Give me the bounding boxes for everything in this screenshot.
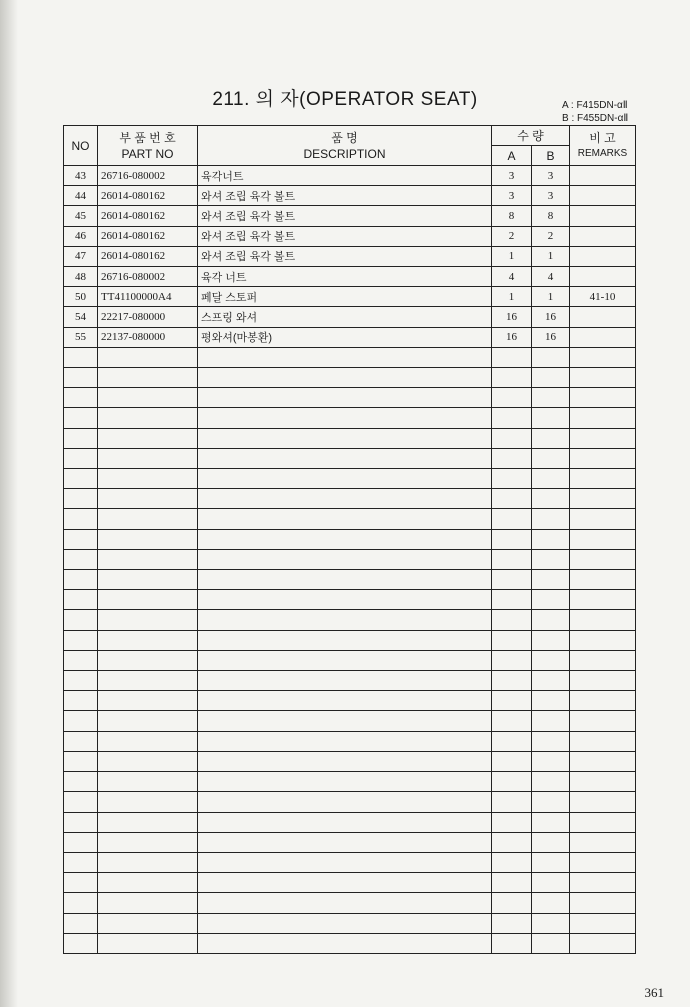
table-row [64, 186, 636, 206]
table-row [64, 368, 636, 388]
cell-remarks [570, 610, 636, 630]
cell-description [198, 590, 492, 610]
cell-description [198, 529, 492, 549]
cell-description [198, 570, 492, 590]
cell-no [64, 368, 98, 388]
cell-description [198, 509, 492, 529]
cell-part-no: 26014-080162 [98, 186, 198, 206]
cell-qty-a [492, 469, 532, 489]
table-row [64, 448, 636, 468]
cell-remarks [570, 590, 636, 610]
cell-qty-b [532, 408, 570, 428]
cell-remarks [570, 893, 636, 913]
cell-no: 43 [64, 166, 98, 186]
cell-no [64, 408, 98, 428]
table-row [64, 731, 636, 751]
cell-part-no [98, 489, 198, 509]
cell-qty-b: 1 [532, 246, 570, 266]
cell-description [198, 347, 492, 367]
cell-part-no [98, 792, 198, 812]
cell-qty-b [532, 812, 570, 832]
cell-no [64, 812, 98, 832]
cell-remarks [570, 448, 636, 468]
cell-no [64, 428, 98, 448]
cell-remarks [570, 388, 636, 408]
model-b-label: B : F455DN-αⅡ [562, 113, 629, 124]
cell-remarks [570, 307, 636, 327]
cell-no: 55 [64, 327, 98, 347]
cell-part-no [98, 570, 198, 590]
cell-part-no [98, 933, 198, 953]
cell-part-no [98, 630, 198, 650]
cell-description [198, 610, 492, 630]
cell-no [64, 570, 98, 590]
cell-no [64, 590, 98, 610]
cell-no [64, 852, 98, 872]
cell-no: 44 [64, 186, 98, 206]
cell-no [64, 711, 98, 731]
cell-part-no [98, 873, 198, 893]
cell-no [64, 509, 98, 529]
cell-part-no [98, 772, 198, 792]
cell-remarks [570, 671, 636, 691]
cell-qty-b [532, 368, 570, 388]
cell-qty-b [532, 650, 570, 670]
cell-qty-a: 3 [492, 186, 532, 206]
cell-no: 48 [64, 267, 98, 287]
cell-description [198, 630, 492, 650]
col-header-no: NO [64, 126, 98, 166]
description-ko: 품 명 [331, 130, 358, 145]
cell-qty-a [492, 529, 532, 549]
cell-qty-b: 4 [532, 267, 570, 287]
cell-qty-b [532, 570, 570, 590]
cell-qty-b [532, 489, 570, 509]
cell-qty-b: 2 [532, 226, 570, 246]
cell-part-no [98, 893, 198, 913]
cell-remarks [570, 772, 636, 792]
col-header-description [198, 126, 492, 166]
cell-part-no [98, 368, 198, 388]
cell-no [64, 347, 98, 367]
cell-remarks [570, 529, 636, 549]
cell-no [64, 832, 98, 852]
cell-qty-b [532, 529, 570, 549]
cell-qty-a [492, 590, 532, 610]
cell-qty-b [532, 751, 570, 771]
cell-no [64, 448, 98, 468]
table-row [64, 893, 636, 913]
cell-qty-b [532, 772, 570, 792]
cell-description [198, 549, 492, 569]
parts-table [63, 125, 636, 954]
remarks-ko: 비 고 [589, 130, 616, 145]
cell-description: 페달 스토퍼 [198, 287, 492, 307]
cell-qty-a [492, 792, 532, 812]
cell-remarks [570, 166, 636, 186]
table-row [64, 913, 636, 933]
cell-remarks [570, 933, 636, 953]
cell-part-no: 26014-080162 [98, 226, 198, 246]
cell-part-no: 26014-080162 [98, 206, 198, 226]
table-row [64, 307, 636, 327]
cell-no [64, 489, 98, 509]
cell-qty-a [492, 933, 532, 953]
cell-qty-a: 1 [492, 287, 532, 307]
cell-part-no [98, 852, 198, 872]
cell-description [198, 650, 492, 670]
cell-remarks [570, 206, 636, 226]
cell-description: 와셔 조립 육각 볼트 [198, 206, 492, 226]
part-no-ko: 부 품 번 호 [119, 130, 176, 145]
cell-no [64, 671, 98, 691]
cell-part-no [98, 832, 198, 852]
cell-qty-a [492, 347, 532, 367]
cell-part-no [98, 650, 198, 670]
cell-qty-a [492, 832, 532, 852]
cell-no [64, 388, 98, 408]
cell-part-no [98, 408, 198, 428]
cell-qty-a [492, 731, 532, 751]
page-edge-shadow [0, 0, 18, 1007]
table-row [64, 428, 636, 448]
part-no-en: PART NO [121, 146, 174, 161]
table-row [64, 489, 636, 509]
cell-part-no: TT41100000A4 [98, 287, 198, 307]
cell-part-no [98, 711, 198, 731]
cell-description [198, 448, 492, 468]
table-row [64, 812, 636, 832]
cell-qty-a [492, 691, 532, 711]
cell-description [198, 792, 492, 812]
cell-no [64, 873, 98, 893]
cell-qty-b [532, 711, 570, 731]
cell-description [198, 489, 492, 509]
cell-remarks [570, 226, 636, 246]
cell-qty-a [492, 671, 532, 691]
cell-description [198, 812, 492, 832]
cell-qty-a [492, 368, 532, 388]
cell-no [64, 913, 98, 933]
cell-description [198, 368, 492, 388]
cell-qty-a [492, 448, 532, 468]
cell-remarks [570, 751, 636, 771]
table-row [64, 751, 636, 771]
cell-no [64, 610, 98, 630]
cell-qty-a [492, 751, 532, 771]
col-header-qty-b: B [532, 146, 570, 166]
cell-description [198, 772, 492, 792]
cell-no [64, 691, 98, 711]
cell-qty-a [492, 408, 532, 428]
cell-qty-a [492, 570, 532, 590]
table-row [64, 246, 636, 266]
table-row [64, 287, 636, 307]
cell-description [198, 731, 492, 751]
table-row [64, 691, 636, 711]
cell-qty-a [492, 873, 532, 893]
col-header-remarks [570, 126, 636, 166]
cell-qty-a [492, 772, 532, 792]
cell-part-no [98, 509, 198, 529]
cell-no [64, 933, 98, 953]
page-number: 361 [644, 985, 664, 1000]
cell-qty-b [532, 448, 570, 468]
cell-qty-b [532, 792, 570, 812]
cell-qty-b: 3 [532, 166, 570, 186]
cell-part-no [98, 731, 198, 751]
cell-no [64, 893, 98, 913]
cell-no [64, 650, 98, 670]
cell-qty-a [492, 711, 532, 731]
cell-remarks [570, 549, 636, 569]
cell-qty-b [532, 509, 570, 529]
cell-description [198, 832, 492, 852]
cell-qty-b [532, 933, 570, 953]
cell-remarks [570, 489, 636, 509]
table-row [64, 469, 636, 489]
cell-remarks [570, 570, 636, 590]
table-row [64, 711, 636, 731]
cell-part-no [98, 428, 198, 448]
cell-part-no [98, 610, 198, 630]
cell-no: 50 [64, 287, 98, 307]
cell-qty-a [492, 650, 532, 670]
cell-remarks [570, 691, 636, 711]
cell-qty-a: 16 [492, 327, 532, 347]
cell-qty-a [492, 893, 532, 913]
cell-no: 46 [64, 226, 98, 246]
cell-qty-b: 8 [532, 206, 570, 226]
cell-description [198, 913, 492, 933]
cell-remarks [570, 650, 636, 670]
cell-part-no: 22217-080000 [98, 307, 198, 327]
table-row [64, 650, 636, 670]
cell-qty-b [532, 893, 570, 913]
cell-qty-a [492, 428, 532, 448]
cell-qty-a: 2 [492, 226, 532, 246]
cell-part-no [98, 469, 198, 489]
model-legend [562, 99, 628, 125]
cell-qty-a [492, 852, 532, 872]
cell-no: 54 [64, 307, 98, 327]
table-row [64, 610, 636, 630]
cell-remarks [570, 469, 636, 489]
cell-description [198, 852, 492, 872]
cell-description: 스프링 와셔 [198, 307, 492, 327]
cell-part-no [98, 671, 198, 691]
cell-qty-a [492, 610, 532, 630]
cell-qty-b: 1 [532, 287, 570, 307]
table-row [64, 226, 636, 246]
cell-description: 육각 너트 [198, 267, 492, 287]
cell-qty-a [492, 388, 532, 408]
cell-no [64, 529, 98, 549]
cell-qty-b [532, 873, 570, 893]
cell-description: 와셔 조립 육각 볼트 [198, 246, 492, 266]
cell-qty-b [532, 469, 570, 489]
table-row [64, 792, 636, 812]
cell-no [64, 630, 98, 650]
cell-description [198, 469, 492, 489]
cell-remarks [570, 347, 636, 367]
cell-description [198, 408, 492, 428]
table-row [64, 570, 636, 590]
cell-qty-b [532, 549, 570, 569]
cell-no [64, 792, 98, 812]
remarks-en: REMARKS [577, 147, 628, 159]
cell-part-no [98, 812, 198, 832]
cell-qty-b: 3 [532, 186, 570, 206]
table-row [64, 166, 636, 186]
cell-no [64, 731, 98, 751]
cell-qty-b [532, 671, 570, 691]
cell-qty-a [492, 509, 532, 529]
cell-qty-b [532, 428, 570, 448]
table-row [64, 671, 636, 691]
cell-qty-a: 8 [492, 206, 532, 226]
table-row [64, 529, 636, 549]
cell-description [198, 671, 492, 691]
cell-description [198, 428, 492, 448]
cell-description [198, 893, 492, 913]
table-row [64, 933, 636, 953]
cell-description [198, 751, 492, 771]
cell-qty-b: 16 [532, 307, 570, 327]
cell-no: 45 [64, 206, 98, 226]
cell-qty-a: 4 [492, 267, 532, 287]
table-row [64, 327, 636, 347]
cell-qty-b [532, 832, 570, 852]
cell-no [64, 751, 98, 771]
table-row [64, 549, 636, 569]
cell-remarks [570, 812, 636, 832]
col-header-qty-a: A [492, 146, 532, 166]
cell-description [198, 933, 492, 953]
cell-part-no [98, 590, 198, 610]
cell-part-no [98, 751, 198, 771]
table-row [64, 873, 636, 893]
cell-qty-b [532, 630, 570, 650]
cell-remarks [570, 630, 636, 650]
cell-qty-a [492, 812, 532, 832]
table-row [64, 509, 636, 529]
table-row [64, 852, 636, 872]
cell-part-no [98, 388, 198, 408]
cell-remarks [570, 428, 636, 448]
table-row [64, 832, 636, 852]
cell-part-no [98, 913, 198, 933]
cell-part-no [98, 691, 198, 711]
cell-remarks [570, 509, 636, 529]
cell-part-no [98, 448, 198, 468]
table-row [64, 206, 636, 226]
cell-qty-b [532, 347, 570, 367]
cell-remarks [570, 731, 636, 751]
cell-qty-a: 3 [492, 166, 532, 186]
table-row [64, 267, 636, 287]
cell-qty-a [492, 630, 532, 650]
cell-qty-a [492, 489, 532, 509]
cell-qty-b [532, 731, 570, 751]
cell-qty-b [532, 610, 570, 630]
table-row [64, 347, 636, 367]
cell-qty-b [532, 691, 570, 711]
cell-description [198, 711, 492, 731]
cell-remarks [570, 792, 636, 812]
cell-remarks [570, 327, 636, 347]
cell-description: 와셔 조립 육각 볼트 [198, 186, 492, 206]
cell-qty-b [532, 852, 570, 872]
cell-part-no [98, 529, 198, 549]
cell-qty-b [532, 590, 570, 610]
cell-description: 육각너트 [198, 166, 492, 186]
cell-remarks [570, 832, 636, 852]
cell-no: 47 [64, 246, 98, 266]
cell-remarks: 41-10 [570, 287, 636, 307]
cell-description [198, 873, 492, 893]
cell-description [198, 691, 492, 711]
cell-part-no: 26716-080002 [98, 166, 198, 186]
table-row [64, 630, 636, 650]
col-header-quantity: 수 량 [492, 126, 570, 146]
cell-qty-a: 1 [492, 246, 532, 266]
cell-no [64, 469, 98, 489]
cell-qty-a [492, 549, 532, 569]
table-row [64, 590, 636, 610]
col-header-part-no [98, 126, 198, 166]
cell-part-no: 22137-080000 [98, 327, 198, 347]
table-row [64, 408, 636, 428]
cell-description: 와셔 조립 육각 볼트 [198, 226, 492, 246]
cell-remarks [570, 852, 636, 872]
cell-qty-a: 16 [492, 307, 532, 327]
cell-part-no: 26716-080002 [98, 267, 198, 287]
cell-remarks [570, 913, 636, 933]
cell-remarks [570, 873, 636, 893]
cell-qty-b: 16 [532, 327, 570, 347]
page-title: 211. 의 자(OPERATOR SEAT) [212, 89, 478, 110]
cell-part-no [98, 347, 198, 367]
cell-remarks [570, 246, 636, 266]
cell-qty-a [492, 913, 532, 933]
cell-qty-b [532, 388, 570, 408]
cell-part-no [98, 549, 198, 569]
description-en: DESCRIPTION [303, 146, 386, 161]
cell-remarks [570, 368, 636, 388]
cell-qty-b [532, 913, 570, 933]
cell-remarks [570, 408, 636, 428]
cell-no [64, 549, 98, 569]
cell-remarks [570, 186, 636, 206]
cell-no [64, 772, 98, 792]
table-row [64, 388, 636, 408]
cell-description [198, 388, 492, 408]
model-a-label: A : F415DN-αⅡ [562, 100, 628, 111]
table-row [64, 772, 636, 792]
cell-description: 평와셔(마봉환) [198, 327, 492, 347]
cell-part-no: 26014-080162 [98, 246, 198, 266]
cell-remarks [570, 267, 636, 287]
cell-remarks [570, 711, 636, 731]
